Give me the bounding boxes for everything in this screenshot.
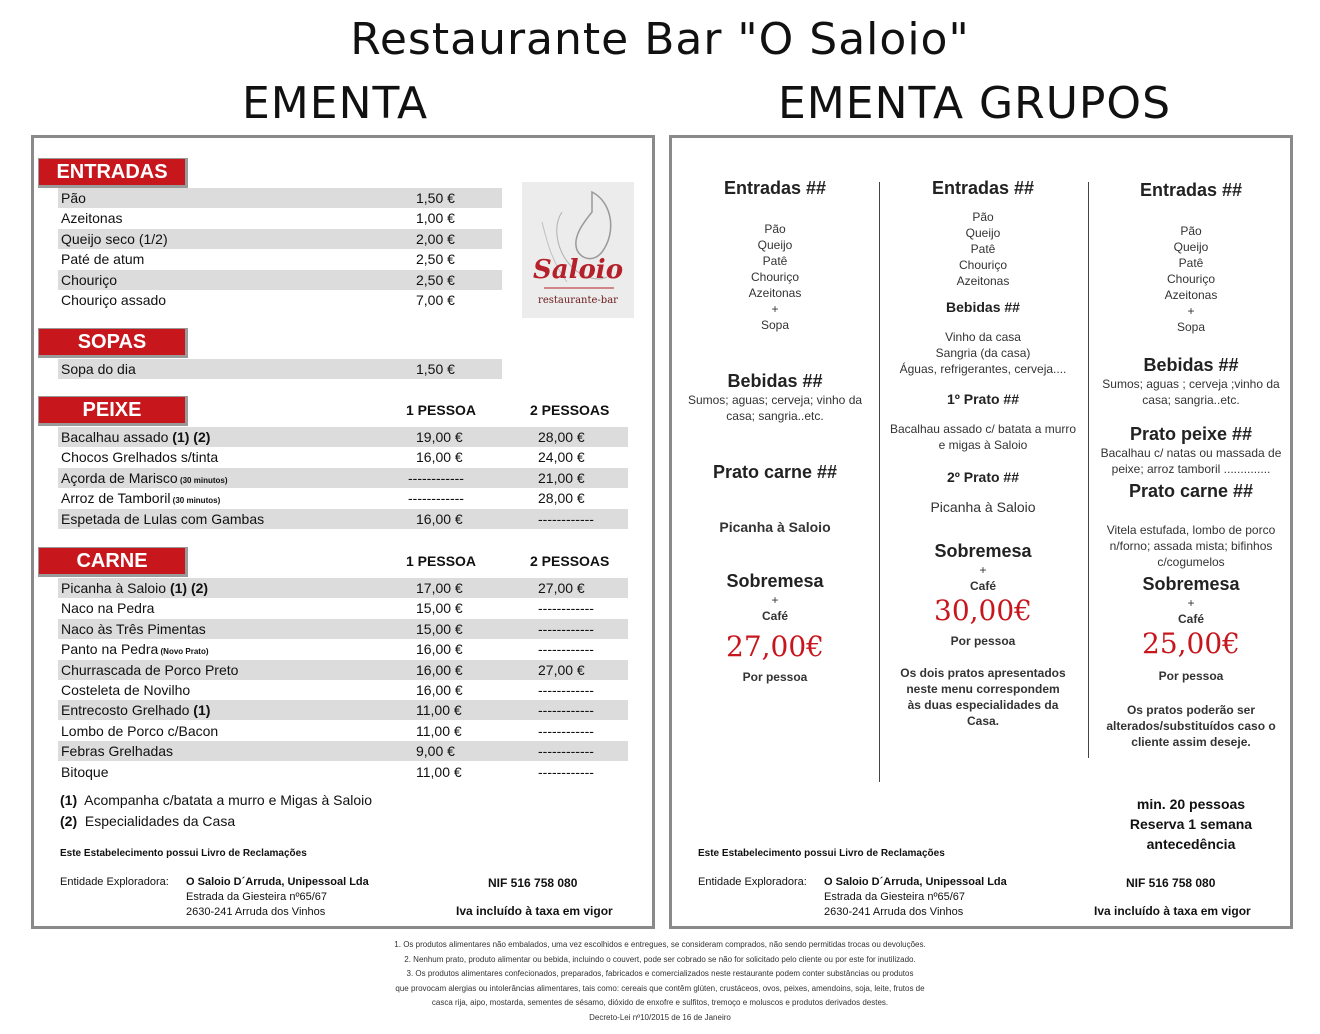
menu-item-row	[58, 488, 628, 508]
group-menu-30: Entradas ## Pão Queijo Patê Chouriço Azeitonas Bebidas ## Vinho da casa Sangria (da casa) Águas, refrigerantes, cerveja.... 1º Prato ## Bacalhau assado c/ batata a murro e migas à Saloio 2º Prato ## Picanha à Saloio Sobremesa + Café 30,00€ Por pessoa Os dois pratos apresentados neste menu correspondem às duas especialidades da Casa.	[889, 178, 1077, 728]
price-2-pessoas: ------------	[538, 682, 594, 698]
price-2-pessoas: 27,00 €	[538, 661, 585, 678]
entrada-item: Queijo	[1173, 240, 1209, 254]
menu-item-row	[58, 359, 502, 379]
column-divider	[1088, 182, 1089, 758]
item-name: Arroz de Tamboril (30 minutos)	[61, 490, 221, 507]
entrada-item: +	[771, 302, 779, 316]
menu-item-row	[58, 619, 628, 639]
item-note: (30 minutos)	[170, 496, 221, 506]
menu-item-row	[58, 700, 628, 720]
complaints-notice: Este Estabelecimento possui Livro de Reclamações	[698, 848, 945, 859]
section-header-peixe: PEIXE	[38, 396, 188, 426]
item-name: Queijo seco (1/2)	[61, 230, 168, 247]
price-1-pessoa: ------------	[408, 490, 464, 507]
menu-item-row	[58, 188, 502, 208]
entity-label: Entidade Exploradora:	[698, 876, 807, 888]
menu-item-row	[58, 270, 502, 290]
entity-name: O Saloio D´Arruda, Unipessoal Lda	[186, 876, 369, 888]
item-price: 2,00 €	[416, 230, 455, 247]
price-1-pessoa: 16,00 €	[416, 661, 463, 678]
price-2-pessoas: 27,00 €	[538, 580, 585, 596]
price-1-pessoa: 15,00 €	[416, 620, 463, 637]
legal-notice: 1. Os produtos alimentares não embalados, uma vez escolhidos e entregues, se consideram comprados, não sendo permitidas trocas ou devoluções. 2. Nenhum prato, produto alimentar ou bebida, incluindo o couvert, pode ser cobrado se não for solicitado pelo cliente ou por este for inutilizado. 3. Os produtos alimentares confecionados, preparados, fabricados e comercializados neste restaurante podem conter substâncias ou produtos que provocam alergias ou intolerâncias alimentares, tais como: cereais que contêm glúten, crustáceos, ovos, peixes, amendoins, soja, leite, frutos de casca rija, aipo, mostarda, sementes de sésamo, dióxido de enxofre e sulfitos, tremoço e moluscos e produtos derivados destes. Decreto-Lei nº10/2015 de 16 de Janeiro	[394, 940, 926, 1022]
item-name: Picanha à Saloio (1) (2)	[61, 580, 209, 596]
item-name: Chouriço	[61, 271, 118, 288]
price-2-pessoas: 24,00 €	[538, 449, 585, 466]
iva-note: Iva incluído à taxa em vigor	[456, 904, 613, 918]
nif: NIF 516 758 080	[1126, 876, 1216, 890]
price-2-pessoas: ------------	[538, 722, 594, 739]
menu-item-row	[58, 290, 502, 310]
entrada-item: Chouriço	[958, 258, 1008, 272]
item-name: Lombo de Porco c/Bacon	[61, 722, 219, 739]
item-name: Espetada de Lulas com Gambas	[61, 510, 265, 527]
price-2-pessoas: ------------	[538, 641, 594, 658]
entrada-item: +	[1187, 304, 1195, 318]
price-2-pessoas: 21,00 €	[538, 469, 585, 486]
footnote-1: (1) Acompanha c/batata a murro e Migas à Saloio	[60, 792, 373, 808]
group-conditions: min. 20 pessoas Reserva 1 semana antecedência	[1129, 796, 1253, 852]
item-price: 1,50 €	[416, 361, 455, 377]
entrada-item: Chouriço	[750, 270, 800, 284]
price-2-pessoas: ------------	[538, 763, 594, 780]
price-2-pessoas: 28,00 €	[538, 429, 585, 445]
item-note: (1) (2)	[168, 429, 211, 445]
menu-item-row	[58, 509, 628, 529]
item-name: Naco na Pedra	[61, 600, 155, 617]
item-name: Naco às Três Pimentas	[61, 620, 206, 637]
item-price: 2,50 €	[416, 251, 455, 268]
group-menu-panel	[669, 135, 1293, 929]
item-name: Bitoque	[61, 763, 109, 780]
column-divider	[879, 182, 880, 782]
price-2-pessoas: ------------	[538, 743, 594, 760]
price-2-pessoas: ------------	[538, 510, 594, 527]
entrada-item: Pão	[1180, 224, 1202, 238]
menu-item-row	[58, 249, 502, 269]
item-name: Churrascada de Porco Preto	[61, 661, 239, 678]
menu-item-row	[58, 680, 628, 700]
price-1-pessoa: 16,00 €	[416, 682, 463, 698]
entity-address-1: Estrada da Giesteira nº65/67	[824, 891, 965, 903]
menu-item-row	[58, 639, 628, 659]
item-price: 7,00 €	[416, 292, 455, 308]
menu-item-row	[58, 762, 628, 782]
menu-item-row	[58, 468, 628, 488]
menu-item-row	[58, 660, 628, 680]
entity-label: Entidade Exploradora:	[60, 876, 169, 888]
entrada-item: Patê	[970, 242, 996, 256]
item-name: Febras Grelhadas	[61, 743, 174, 760]
entrada-item: Sopa	[1176, 320, 1206, 334]
item-name: Bacalhau assado (1) (2)	[61, 429, 211, 445]
item-note: (1)	[189, 702, 211, 719]
entrada-item: Azeitonas	[1164, 288, 1218, 302]
group-menu-title: EMENTA GRUPOS	[778, 78, 1171, 129]
menu-panel	[31, 135, 655, 929]
section-header-carne: CARNE	[38, 547, 188, 577]
price-1-pessoa: 16,00 €	[416, 510, 463, 527]
item-name: Sopa do dia	[61, 361, 136, 377]
col-header-2-pessoas: 2 PESSOAS	[530, 402, 610, 418]
price-1-pessoa: 9,00 €	[416, 743, 455, 760]
menu-item-row	[58, 578, 628, 598]
col-header-1-pessoa: 1 PESSOA	[406, 553, 477, 569]
price-2-pessoas: ------------	[538, 702, 594, 719]
menu-title: EMENTA	[242, 78, 429, 129]
item-name: Paté de atum	[61, 251, 145, 268]
price-2-pessoas: ------------	[538, 600, 594, 617]
entrada-item: Chouriço	[1166, 272, 1216, 286]
iva-note: Iva incluído à taxa em vigor	[1094, 904, 1251, 918]
menu-item-row	[58, 427, 628, 447]
entrada-item: Sopa	[760, 318, 790, 332]
entity-address-2: 2630-241 Arruda dos Vinhos	[824, 906, 964, 918]
item-name: Azeitonas	[61, 210, 123, 227]
entrada-item: Azeitonas	[956, 274, 1010, 288]
item-name: Panto na Pedra (Novo Prato)	[61, 641, 209, 658]
menu-item-row	[58, 598, 628, 618]
price-1-pessoa: 16,00 €	[416, 449, 463, 466]
item-note: (30 minutos)	[177, 475, 228, 485]
complaints-notice: Este Estabelecimento possui Livro de Reclamações	[60, 848, 307, 859]
item-name: Chouriço assado	[61, 292, 167, 308]
item-price: 1,50 €	[416, 190, 455, 206]
entrada-item: Patê	[762, 254, 788, 268]
entrada-item: Queijo	[757, 238, 793, 252]
price-1-pessoa: 19,00 €	[416, 429, 463, 445]
entity-address-2: 2630-241 Arruda dos Vinhos	[186, 906, 326, 918]
price-2-pessoas: ------------	[538, 620, 594, 637]
item-price: 1,00 €	[416, 210, 455, 227]
item-price: 2,50 €	[416, 271, 455, 288]
entity-address-1: Estrada da Giesteira nº65/67	[186, 891, 327, 903]
page-title: Restaurante Bar "O Saloio"	[350, 14, 970, 65]
group-menu-27: Entradas ## Pão Queijo Patê Chouriço Azeitonas + Sopa Bebidas ## Sumos; aguas; cerveja; vinho da casa; sangria..etc. Prato carne ## Picanha à Saloio Sobremesa + Café 27,00€ Por pessoa	[680, 168, 870, 685]
entrada-item: Azeitonas	[748, 286, 802, 300]
entrada-item: Pão	[764, 222, 786, 236]
menu-item-row	[58, 741, 628, 761]
price-2-pessoas: 28,00 €	[538, 490, 585, 507]
item-note: (1) (2)	[166, 580, 209, 596]
entity-name: O Saloio D´Arruda, Unipessoal Lda	[824, 876, 1007, 888]
price-1-pessoa: 11,00 €	[416, 722, 462, 739]
section-header-entradas: ENTRADAS	[38, 158, 188, 188]
item-name: Costeleta de Novilho	[61, 682, 191, 698]
footnote-2: (2) Especialidades da Casa	[60, 813, 236, 829]
price-1-pessoa: 11,00 €	[416, 702, 462, 719]
item-name: Açorda de Marisco (30 minutos)	[61, 469, 228, 486]
price-1-pessoa: 16,00 €	[416, 641, 463, 658]
price-1-pessoa: 17,00 €	[416, 580, 463, 596]
group-menu-25: Entradas ## Pão Queijo Patê Chouriço Azeitonas + Sopa Bebidas ## Sumos; aguas ; cerveja ;vinho da casa; sangria..etc. Prato peixe ## Bacalhau c/ natas ou massada de peixe; arroz tamboril .............. Prato carne ## Vitela estufada, lombo de porco n/forno; assada mista; bifinhos c/cogumelos Sobremesa + Café 25,00€ Por pessoa Os pratos poderão ser alterados/substituídos caso o cliente assim deseje.	[1096, 168, 1286, 750]
menu-item-row	[58, 721, 628, 741]
menu-item-row	[58, 447, 628, 467]
menu-item-row	[58, 229, 502, 249]
col-header-2-pessoas: 2 PESSOAS	[530, 553, 610, 569]
entrada-item: Queijo	[965, 226, 1001, 240]
item-note: (Novo Prato)	[158, 647, 209, 657]
entrada-item: Patê	[1178, 256, 1204, 270]
item-name: Pão	[61, 190, 86, 206]
price-1-pessoa: 15,00 €	[416, 600, 463, 617]
svg-text:Saloio: Saloio	[532, 255, 624, 285]
menu-item-row	[58, 208, 502, 228]
item-name: Entrecosto Grelhado (1)	[61, 702, 211, 719]
nif: NIF 516 758 080	[488, 876, 578, 890]
svg-text:restaurante-bar: restaurante-bar	[538, 295, 618, 306]
price-1-pessoa: ------------	[408, 469, 464, 486]
item-name: Chocos Grelhados s/tinta	[61, 449, 219, 466]
entrada-item: Pão	[972, 210, 994, 224]
col-header-1-pessoa: 1 PESSOA	[406, 402, 477, 418]
restaurant-logo	[522, 182, 634, 318]
price-1-pessoa: 11,00 €	[416, 763, 462, 780]
section-header-sopas: SOPAS	[38, 328, 188, 358]
